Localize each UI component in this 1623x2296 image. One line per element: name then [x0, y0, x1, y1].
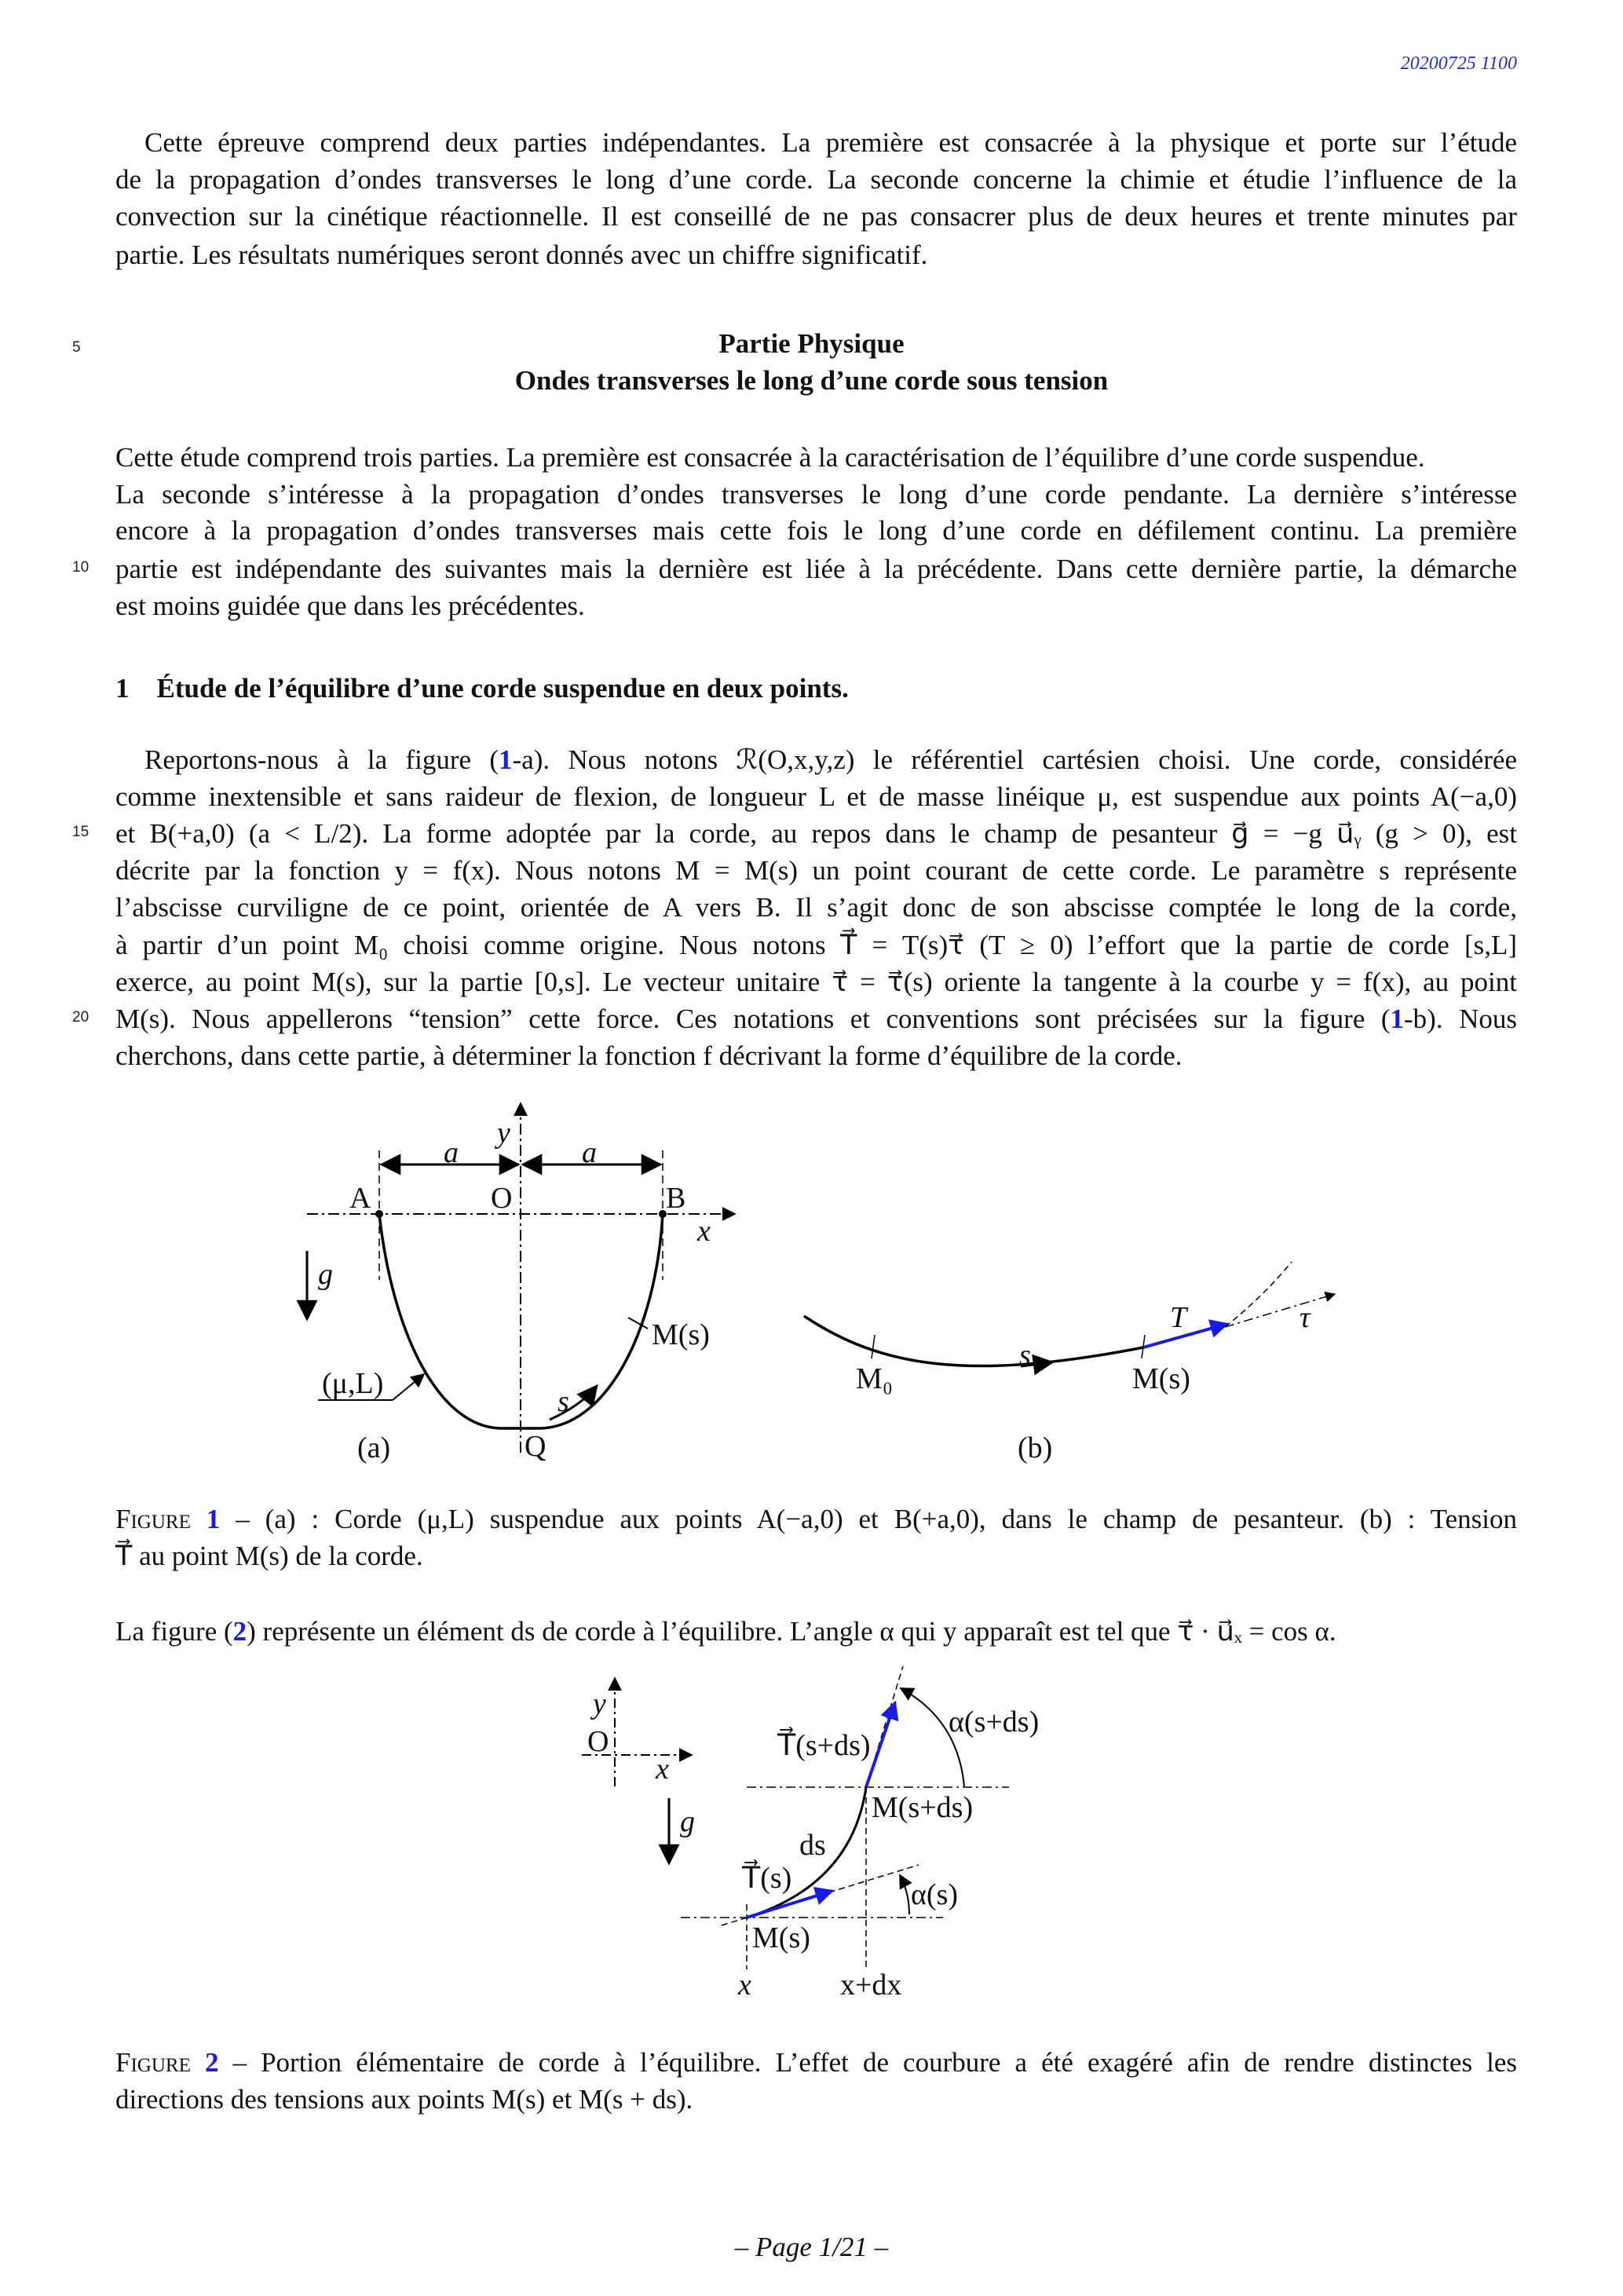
label-a: a: [444, 1136, 459, 1169]
label-O: O: [491, 1182, 513, 1215]
label-x: x: [738, 1969, 751, 2002]
section1-line: exerce, au point M(s), sur la partie [0,s]. Le vecteur unitaire τ⃗ = τ⃗(s) oriente la tangente à la courbe y = f(x), au point: [115, 967, 1517, 997]
part-subtitle: Ondes transverses le long d’une corde sous tension: [514, 365, 1109, 396]
section1-line: l’abscisse curviligne de ce point, orientée de A vers B. Il s’agit donc de son abscisse comptée le long de la corde,: [115, 892, 1517, 923]
text: La figure (: [115, 1616, 233, 1647]
label-y: y: [593, 1687, 606, 1720]
text: Reportons-nous à la figure (: [144, 744, 499, 775]
line-number: 20: [72, 1009, 90, 1026]
section-number: 1: [115, 673, 130, 704]
intro-line: de la propagation d’ondes transverses le long d’une corde. La seconde concerne la chimie et étudie l’influence de la: [115, 164, 1517, 195]
label-x: x: [656, 1753, 669, 1786]
label-g: g⃗: [680, 1805, 718, 1838]
label-alpha-s: α(s): [911, 1878, 959, 1911]
label-x: x: [697, 1215, 711, 1248]
label-Ms: M(s): [1132, 1362, 1190, 1395]
label-ds: ds: [799, 1829, 826, 1862]
label-mu-L: (μ,L): [322, 1367, 384, 1400]
document-code: 20200725 1100: [1400, 53, 1517, 74]
part-title: Partie Physique: [718, 328, 905, 359]
label-s: s: [557, 1385, 569, 1418]
label-a: a: [582, 1136, 597, 1169]
section1-line: et B(+a,0) (a < L/2). La forme adoptée par la corde, au repos dans le champ de pesanteur g⃗ = −g u⃗ᵧ (g > 0), est: [115, 818, 1517, 849]
label-M-s: M(s): [752, 1921, 810, 1954]
caption-prefix: Figure: [115, 2047, 191, 2078]
label-T: T⃗: [1170, 1301, 1210, 1334]
label-g: g⃗: [318, 1258, 356, 1291]
text: -a). Nous notons ℛ(O,x,y,z) le référentiel cartésien choisi. Une corde, considérée: [512, 744, 1517, 775]
line-number: 15: [72, 824, 90, 840]
section1-line: à partir d’un point M₀ choisi comme origine. Nous notons T⃗ = T(s)τ⃗ (T ≥ 0) l’effort que la partie de corde [s,L]: [115, 930, 1517, 960]
figure-1-link[interactable]: 1: [499, 744, 513, 775]
label-Q: Q: [525, 1430, 546, 1463]
figure-1-caption-line: T⃗ au point M(s) de la corde.: [115, 1541, 423, 1571]
subfigure-b-label: (b): [1018, 1431, 1053, 1464]
tension-vector-s-ds: [866, 1702, 895, 1787]
intro-line: convection sur la cinétique réactionnelle. Il est conseillé de ne pas consacrer plus de deux heures et trente minutes par: [115, 201, 1517, 232]
label-x-dx: x+dx: [840, 1969, 902, 2002]
tension-vector-s: [747, 1891, 832, 1918]
text: ) représente un élément ds de corde à l’équilibre. L’angle α qui y apparaît est tel que τ⃗ · u⃗ₓ = cos α.: [247, 1616, 1336, 1647]
figure-number: 2: [204, 2047, 219, 2078]
label-O: O: [587, 1725, 609, 1758]
overview-line: encore à la propagation d’ondes transverses mais cette fois le long d’une corde en défilement continu. La première: [115, 515, 1517, 546]
section-title: Étude de l’équilibre d’une corde suspendue en deux points.: [156, 673, 849, 704]
figure-1-caption-line: [115, 1502, 1517, 1537]
figure-number: 1: [206, 1504, 221, 1534]
label-s: s: [1019, 1339, 1031, 1372]
page-number: – Page 1/21 –: [734, 2232, 889, 2262]
overview-line: partie est indépendante des suivantes mais la dernière est liée à la précédente. Dans cette dernière partie, la démarche: [115, 554, 1517, 584]
caption-text: – Portion élémentaire de corde à l’équilibre. L’effet de courbure a été exagéré afin de rendre distinctes les: [218, 2047, 1518, 2078]
section1-line: décrite par la fonction y = f(x). Nous notons M = M(s) un point courant de cette corde. Le paramètre s représente: [115, 855, 1517, 886]
caption-prefix: Figure: [115, 1504, 191, 1534]
intro-line: Cette épreuve comprend deux parties indépendantes. La première est consacrée à la physique et porte sur l’étude: [144, 127, 1517, 158]
overview-line: Cette étude comprend trois parties. La première est consacrée à la caractérisation de l’équilibre d’une corde suspendue.: [115, 442, 1425, 473]
label-B: B: [666, 1182, 686, 1215]
rope-curve: [804, 1316, 1143, 1366]
point-a: [375, 1210, 383, 1218]
label-T-s: T⃗(s): [742, 1862, 792, 1895]
tick-M0: [872, 1335, 875, 1358]
figure-1b: [804, 1262, 1335, 1464]
label-tau: τ⃗: [1299, 1301, 1334, 1334]
label-T-s-ds: T⃗(s+ds): [777, 1729, 871, 1762]
s-direction-arrow: [550, 1386, 597, 1420]
text: M(s). Nous appellerons “tension” cette force. Ces notations et conventions sont précisées sur la figure (: [115, 1004, 1391, 1034]
line-number: 10: [72, 559, 90, 576]
leader-line: [393, 1374, 424, 1400]
intro-line: partie. Les résultats numériques seront donnés avec un chiffre significatif.: [115, 239, 928, 270]
label-Ms: M(s): [652, 1318, 710, 1351]
section1-line: comme inextensible et sans raideur de flexion, de longueur L et de masse linéique μ, est suspendue aux points A(−a,0): [115, 781, 1517, 812]
angle-arc-s: [900, 1875, 909, 1914]
figure-2-caption-line: [115, 2046, 1517, 2080]
overview-line: est moins guidée que dans les précédentes.: [115, 590, 585, 621]
label-A: A: [349, 1182, 371, 1215]
figure-1-link[interactable]: 1: [1390, 1004, 1405, 1034]
overview-line: La seconde s’intéresse à la propagation d’ondes transverses le long d’une corde pendante. La dernière s’intéresse: [115, 479, 1517, 510]
section1-line: cherchons, dans cette partie, à déterminer la fonction f décrivant la forme d’équilibre de la corde.: [115, 1040, 1183, 1071]
label-M-s-ds: M(s+ds): [872, 1791, 974, 1824]
label-alpha-s-ds: α(s+ds): [949, 1706, 1040, 1738]
caption-text: – (a) : Corde (μ,L) suspendue aux points A(−a,0) et B(+a,0), dans le champ de pesanteur. (b) : Tension: [220, 1504, 1517, 1534]
text: -b). Nous: [1404, 1004, 1517, 1034]
figure-1a: [307, 1103, 735, 1464]
label-y: y: [497, 1117, 510, 1150]
figure-2-caption-line: directions des tensions aux points M(s) et M(s + ds).: [115, 2084, 693, 2115]
figure-2-intro: [115, 1614, 1517, 1649]
figure-2: [582, 1666, 1039, 2002]
figure-2-link[interactable]: 2: [232, 1616, 247, 1647]
subfigure-a-label: (a): [357, 1431, 391, 1464]
label-M0: M₀: [856, 1362, 894, 1395]
line-number: 5: [72, 339, 81, 356]
